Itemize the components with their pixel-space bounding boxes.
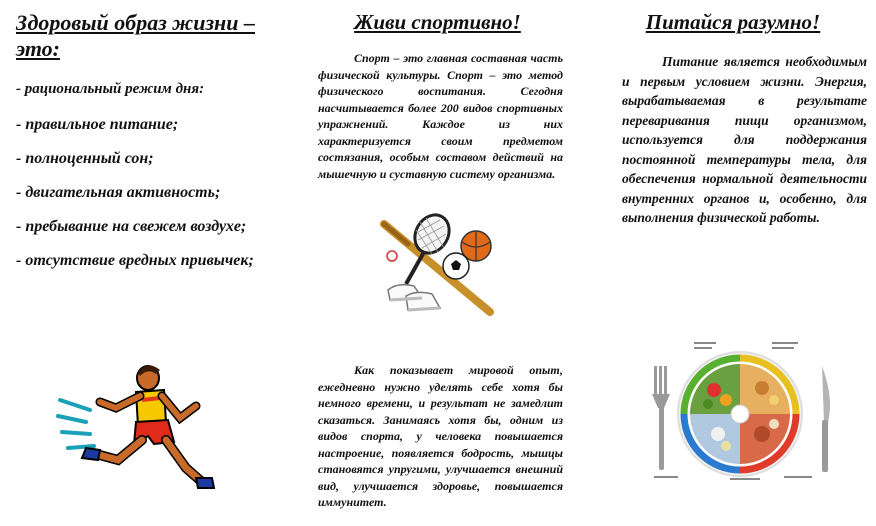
list-item: - рациональный режим дня: <box>16 81 205 97</box>
healthy-lifestyle-title: Здоровый образ жизни – это: <box>16 10 256 61</box>
list-item: - отсутствие вредных привычек; <box>16 252 254 269</box>
sport-title: Живи спортивно! <box>354 10 521 34</box>
list-item: - двигательная активность; <box>16 184 221 201</box>
experience-paragraph: Как показывает мировой опыт, ежедневно нужно уделять себе хотя бы немного времени, и результат не замедлит сказаться. Занимаясь хотя бы, одним из видов спорта, у человека повышается настроение, появляется бодрость, мышцы становятся упругими, улучшается внешний вид, улучшается здоровье, повышается иммунитет. <box>318 363 563 509</box>
list-item: - полноценный сон; <box>16 150 154 167</box>
nutrition-title: Питайся разумно! <box>645 10 821 34</box>
runner-illustration <box>56 360 226 500</box>
sport-paragraph: Спорт – это главная составная часть физической культуры. Спорт – это метод физического воспитания. Сегодня насчитывается более 200 видов спортивных упражнений. Каждое из них характеризуется своим предметом состязания, особым составом действий на мышечную и суставную систему организма. <box>318 51 563 181</box>
healthy-lifestyle-list <box>16 78 278 284</box>
list-item: - правильное питание; <box>16 116 179 133</box>
list-item: - пребывание на свежем воздухе; <box>16 218 247 235</box>
food-plate-illustration <box>634 338 844 486</box>
column-sport <box>300 0 575 526</box>
column-healthy-lifestyle <box>0 0 290 526</box>
nutrition-paragraph: Питание является необходимым и первым условием жизни. Энергия, вырабатываемая в результате переваривания пищи организмом, используется для поддержания постоянной температуры тела, для обеспечения нормальной деятельности внутренних органов и, особенно, для выполнения физической работы. <box>622 54 867 225</box>
sports-equipment-illustration <box>378 212 503 322</box>
column-nutrition <box>590 0 876 526</box>
